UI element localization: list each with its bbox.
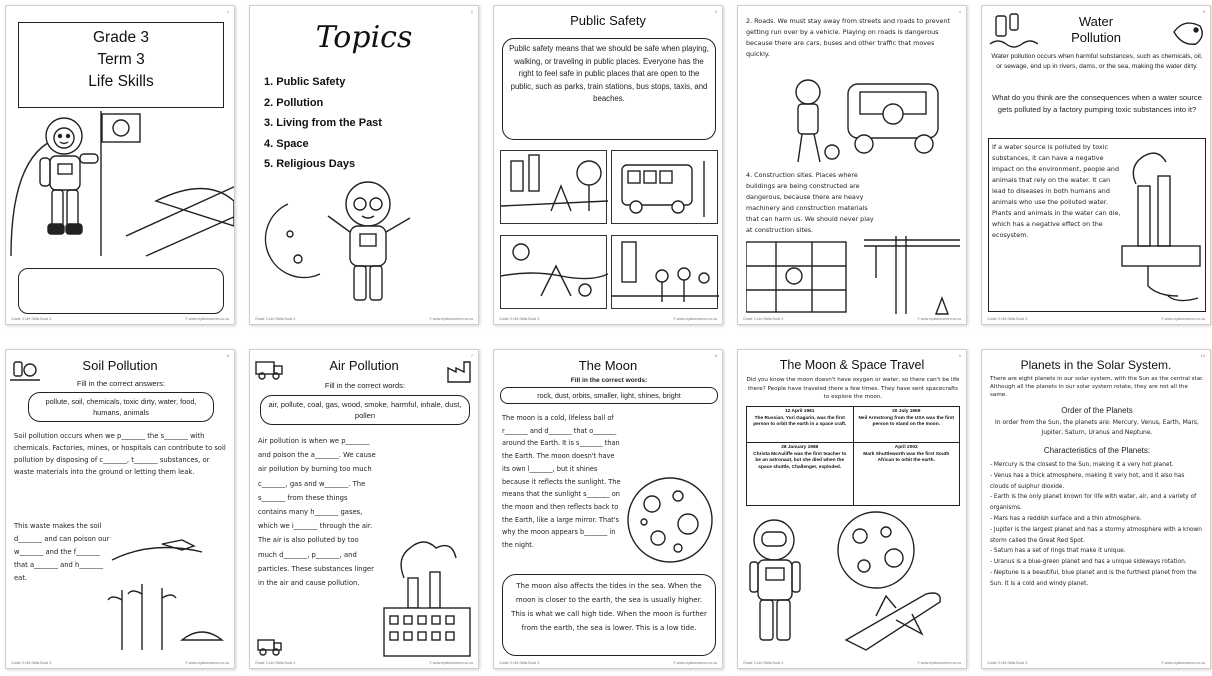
picture-station [611,235,718,309]
moon-text: The moon is a cold, lifeless ball of r_______ and d_______ that o_______ around the Earth. It is s_______ than the Earth. The moon doesn't have its own l_______, but it shines because it reflects the sunlight. The means that the sunlight s_______ on the moon and then reflects back to the Earth, like a large mirror. That's why the moon appears b_______ in the night. [502,414,621,550]
water-answer: If a water source is polluted by toxic substances, it can have a negative impact on the environment, people and animals that rely on the water. It can lead to diseases in both humans and animals who use the polluted water. Plants and animals in the water can die, which has a negative effect on the ecosystem. [992,143,1121,239]
page-space-travel [737,349,967,669]
moon-instruction: Fill in the correct words: [570,377,648,384]
astronaut-illustration [6,106,235,276]
planets-order-heading: Order of the Planets [1061,406,1133,415]
cover-title-line-3: Life Skills [88,73,154,90]
timeline-text: Neil Armstrong from the USA was the first person to stand on the moon. [858,415,955,427]
footer-left: Grade 3 Life Skills Book 3 [743,661,784,665]
planets-characteristics [990,460,1204,590]
air-title: Air Pollution [329,358,399,373]
truck-icon-small [256,636,284,658]
footer-left: Grade 3 Life Skills Book 3 [987,317,1028,321]
soil-instruction: Fill in the correct answers: [76,379,166,388]
soil-word-bank-text: pollute, soil, chemicals, toxic dirty, water, food, humans, animals [45,397,197,417]
topics-title: Topics [315,20,413,55]
timeline-text: Christa McAuliffe was the first teacher to be an astronaut, but she died when the space shuttle, Challenger, exploded. [753,451,847,470]
timeline-text: The Russian, Yuri Gagarin, was the first person to orbit the earth in a space craft. [753,415,847,427]
footer-left: Grade 3 Life Skills Book 3 [255,317,296,321]
water-intro: Water pollution occurs when harmful substances, such as chemicals, oil, or sewage, end up in rivers, dams, or the sea, making the water dirty. [991,53,1203,70]
footer-right: © www.mykidsmarven.co.za [917,661,961,665]
water-title-1: Water [1078,14,1114,29]
page-water-pollution [981,5,1211,325]
air-word-bank [260,395,470,425]
picture-park [500,150,607,224]
page-number: 1 [226,9,229,14]
water-question: What do you think are the consequences when a water source gets polluted by a factory pumping toxic substances into it? [992,93,1202,114]
picture-bus-stop [611,150,718,224]
page-number: 7 [470,353,473,358]
construction-text: 4. Construction sites. Places where buildings are being constructed are dangerous, because there are heavy machinery and construction materials that can harm us. We should never play at construction sites. [746,171,874,234]
timeline-text: Mark Shuttleworth was the first South African to orbit the earth. [863,451,950,463]
factory-pipe-illustration [1118,146,1204,306]
soil-text-2: This waste makes the soil d_______ and can poison our w_______ and the f_______ that a_______ and h_______ eat. [14,522,110,582]
footer-left: Grade 3 Life Skills Book 3 [255,661,296,665]
moon-tides-text: The moon also affects the tides in the sea. When the moon is closer to the earth, the sea is usually higher. This is what we call high tide. When the moon is further from the earth, the sea is lower. This is a low tide. [511,582,707,632]
crop-spraying-illustration [102,530,232,660]
footer-right: © www.mykidsmarven.co.za [673,317,717,321]
space-travel-intro: Did you know the moon doesn't have oxygen or water, so there can't be life there? People have traveled there a few times. They have sent spacecrafts to explore the moon. [746,377,960,400]
timeline-date: 12 April 1961 [785,409,815,414]
topic-item: 3. Living from the Past [264,117,382,129]
moon-tides-box [502,574,716,656]
topic-item: 1. Public Safety [264,76,346,88]
page-number: 5 [1202,9,1205,14]
planet-fact: - Mercury is the closest to the Sun, making it a very hot planet. [990,462,1174,468]
footer-left: Grade 3 Life Skills Book 3 [743,317,784,321]
timeline-date: 20 July 1969 [892,409,921,414]
moon-astronaut-illustration [250,174,479,314]
page-number: 3 [714,9,717,14]
moon-word-bank [500,387,718,404]
cover-title-line-1: Grade 3 [92,29,149,46]
planet-fact: - Earth is the only planet known for life with water, air, and a variety of organisms. [990,494,1197,512]
planets-intro: There are eight planets in our solar system, with the Sun as the central star. Although all the planets in our solar system rotate, they are not all the same. [990,376,1204,398]
moon-title: The Moon [578,358,638,373]
cover-title-line-2: Term 3 [97,51,145,68]
footer-left: Grade 3 Life Skills Book 3 [987,661,1028,665]
page-public-safety [493,5,723,325]
timeline-entry [747,443,853,505]
page-number: 8 [714,353,717,358]
footer-right: © www.mykidsmarven.co.za [185,317,229,321]
page-the-moon [493,349,723,669]
footer-right: © www.mykidsmarven.co.za [673,661,717,665]
air-instruction: Fill in the correct words: [324,381,406,390]
page-number: 9 [958,353,961,358]
timeline-date: 28 January 1986 [781,445,819,450]
roads-illustration [768,74,948,166]
footer-left: Grade 3 Life Skills Book 3 [499,661,540,665]
moon-illustration [622,472,718,568]
topics-list [264,72,382,175]
page-number: 4 [958,9,961,14]
footer-right: © www.mykidsmarven.co.za [429,317,473,321]
astronaut-shuttle-illustration [746,510,960,654]
page-topics [249,5,479,325]
footer-right: © www.mykidsmarven.co.za [1161,661,1205,665]
footer-left: Grade 3 Life Skills Book 3 [11,661,52,665]
footer-right: © www.mykidsmarven.co.za [429,661,473,665]
moon-word-bank-text: rock, dust, orbits, smaller, light, shines, bright [537,391,681,400]
roads-text: 2. Roads. We must stay away from streets and roads to prevent getting run over by a vehicle. Playing on roads is dangerous because there are cars, buses and other traffic that moves quickly. [746,17,950,58]
timeline-entry [747,407,853,442]
timeline-date: April 2002 [894,445,918,450]
page-number: 2 [470,9,473,14]
factory-smoke-illustration [374,518,474,658]
public-safety-text: Public safety means that we should be safe when playing, walking, or traveling in public places. Everyone has the right to feel safe in public places that are open to the public, such as parks, train stations, bus stops, taxis, and beaches. [509,44,709,104]
water-title-2: Pollution [1071,30,1121,45]
timeline-entry [853,407,960,442]
soil-word-bank [28,392,214,422]
footer-left: Grade 3 Life Skills Book 3 [499,317,540,321]
footer-right: © www.mykidsmarven.co.za [185,661,229,665]
footer-left: Grade 3 Life Skills Book 3 [11,317,52,321]
footer-right: © www.mykidsmarven.co.za [1161,317,1205,321]
public-safety-text-box [502,38,716,140]
cover-title-box [18,22,224,108]
planet-fact: - Uranus is a blue-green planet and has a unique sideways rotation. [990,559,1187,566]
page-planets [981,349,1211,669]
planets-order-text: In order from the Sun, the planets are: Mercury, Venus, Earth, Mars, Jupiter, Saturn, Uranus and Neptune. [995,419,1199,436]
page-cover [5,5,235,325]
name-box[interactable] [18,268,224,314]
topic-item: 4. Space [264,137,309,150]
planet-fact: - Venus has a thick atmosphere, making it very hot, and it also has clouds of sulphur dioxide. [990,472,1185,490]
page-roads [737,5,967,325]
page-number: 10 [1200,353,1205,358]
planet-fact: - Neptune is a beautiful, blue planet and is the furthest planet from the Sun. It is a cold and windy planet. [990,569,1197,587]
soil-text: Soil pollution occurs when we p_______ the s_______ with chemicals. Factories, mines, or hospitals can contribute to soil pollution by disposing of c_______, t_______ substances, or waste materials into the ground or letting them leak. [14,432,226,476]
footer-right: © www.mykidsmarven.co.za [917,317,961,321]
air-word-bank-text: air, pollute, coal, gas, wood, smoke, harmful, inhale, dust, pollen [268,400,462,420]
space-timeline [746,406,960,506]
space-travel-title: The Moon & Space Travel [779,358,925,372]
public-safety-title: Public Safety [570,13,646,28]
construction-illustration [746,236,960,318]
soil-title: Soil Pollution [82,358,158,373]
page-soil-pollution [5,349,235,669]
air-text: Air pollution is when we p_______ and poison the a_______. We cause air pollution by burning too much c_______, gas and w_______. The s_______ from these things contains many h_______ gases, which we i_______ through the air. The air is also polluted by too much d_______, p_______, and particles. These substances linger in the air and cause pollution. [258,437,376,588]
picture-beach [500,235,607,309]
topic-item: 5. Religious Days [264,158,356,170]
planet-fact: - Jupiter is the largest planet and has a stormy atmosphere with a known storm called the Great Red Spot. [990,526,1202,544]
planet-fact: - Mars has a reddish surface and a thin atmosphere. [990,515,1142,522]
planets-title: Planets in the Solar System. [1020,358,1172,372]
timeline-entry [853,443,960,505]
planets-char-heading: Characteristics of the Planets: [1043,446,1151,455]
page-number: 6 [226,353,229,358]
page-air-pollution [249,349,479,669]
planet-fact: - Saturn has a set of rings that make it unique. [990,548,1126,555]
topic-item: 2. Pollution [264,96,324,109]
